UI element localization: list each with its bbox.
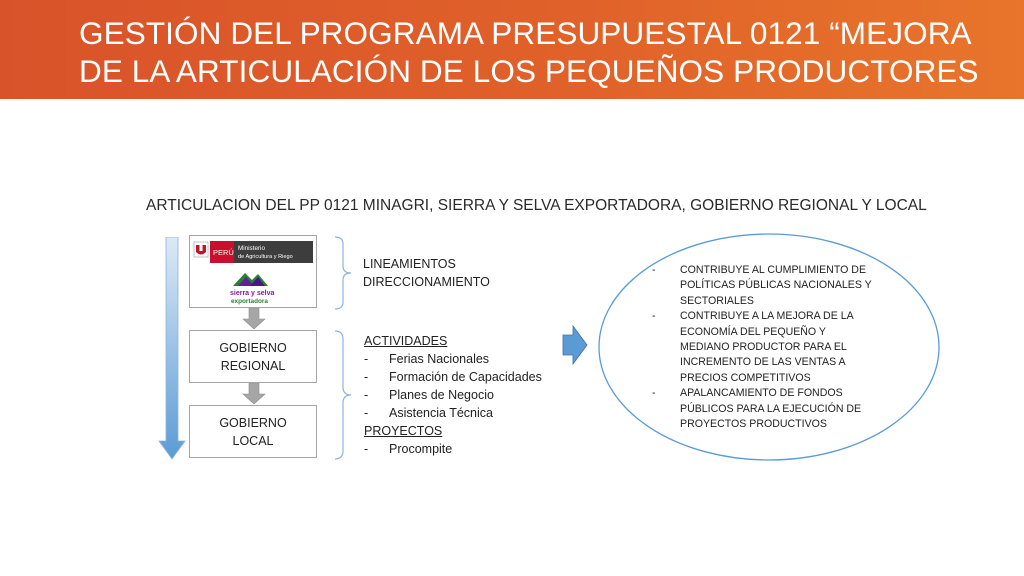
list-item bbox=[364, 350, 542, 368]
list-item bbox=[652, 263, 874, 309]
right-brace-icon bbox=[333, 330, 355, 460]
gobierno-local-line-1: GOBIERNO bbox=[219, 415, 287, 430]
lineamientos-text bbox=[363, 255, 490, 291]
list-item bbox=[652, 309, 874, 386]
gobierno-local-line-2: LOCAL bbox=[232, 433, 274, 448]
list-item bbox=[364, 440, 542, 458]
list-bullet: - bbox=[364, 406, 369, 420]
down-arrow-icon bbox=[242, 383, 266, 405]
down-arrow-icon bbox=[242, 308, 266, 330]
list-bullet: - bbox=[652, 387, 656, 400]
list-item-text: CONTRIBUYE A LA MEJORA DE LA ECONOMÍA DEL PEQUEÑO Y MEDIANO PRODUCTOR PARA EL INCREMENTO DE LAS VENTAS A PRECIOS COMPETITIVOS bbox=[680, 310, 854, 384]
peru-coat-of-arms-icon bbox=[194, 242, 208, 257]
lineamientos-line: LINEAMIENTOS bbox=[363, 257, 456, 271]
list-item-text: Planes de Negocio bbox=[389, 388, 494, 402]
direccionamiento-line: DIRECCIONAMIENTO bbox=[363, 275, 490, 289]
ministry-line-1: Ministerio bbox=[238, 245, 265, 252]
title-banner bbox=[0, 0, 1024, 99]
list-item bbox=[364, 368, 542, 386]
list-bullet: - bbox=[652, 264, 656, 276]
right-brace-icon bbox=[333, 236, 355, 310]
minagri-sierra-selva-logos bbox=[190, 236, 316, 307]
list-item bbox=[364, 386, 542, 404]
list-bullet: - bbox=[364, 370, 369, 384]
sierra-selva-mountain-icon bbox=[233, 273, 268, 286]
list-item-text: Ferias Nacionales bbox=[389, 352, 490, 366]
list-bullet: - bbox=[364, 388, 369, 402]
gobierno-regional-box bbox=[189, 330, 317, 383]
list-bullet: - bbox=[364, 442, 369, 456]
list-item bbox=[652, 386, 874, 432]
sierra-line-1: sierra y selva bbox=[230, 290, 275, 297]
gobierno-local-box bbox=[189, 405, 317, 458]
diagram-subtitle: ARTICULACION DEL PP 0121 MINAGRI, SIERRA Y SELVA EXPORTADORA, GOBIERNO REGIONAL Y LOCAL bbox=[146, 197, 927, 214]
page-title bbox=[79, 14, 1009, 90]
list-item-text: Procompite bbox=[389, 442, 453, 456]
list-item-text: Asistencia Técnica bbox=[389, 406, 493, 420]
list-item-text: Formación de Capacidades bbox=[389, 370, 542, 384]
list-item-text: APALANCAMIENTO DE FONDOS PÚBLICOS PARA LA EJECUCIÓN DE PROYECTOS PRODUCTIVOS bbox=[680, 387, 862, 431]
page-title-line-1: GESTIÓN DEL PROGRAMA PRESUPUESTAL 0121 “MEJORA bbox=[79, 15, 972, 51]
downward-flow-arrow bbox=[158, 237, 186, 461]
gobierno-regional-line-2: REGIONAL bbox=[220, 358, 286, 373]
ministry-line-2: de Agricultura y Riego bbox=[238, 254, 293, 260]
proyectos-heading: PROYECTOS bbox=[364, 424, 443, 438]
contributions-list bbox=[652, 263, 874, 432]
actividades-list bbox=[364, 332, 542, 458]
page-title-line-2: DE LA ARTICULACIÓN DE LOS PEQUEÑOS PRODUCTORES bbox=[79, 53, 979, 89]
peru-tag-text: PERÚ bbox=[213, 248, 234, 257]
gobierno-regional-line-1: GOBIERNO bbox=[219, 340, 287, 355]
actividades-heading: ACTIVIDADES bbox=[364, 334, 448, 348]
list-bullet: - bbox=[364, 352, 369, 366]
list-bullet: - bbox=[652, 310, 656, 323]
sierra-line-2: exportadora bbox=[231, 298, 268, 305]
list-item-text: CONTRIBUYE AL CUMPLIMIENTO DE POLÍTICAS PÚBLICAS NACIONALES Y SECTORIALES bbox=[680, 264, 872, 307]
list-item bbox=[364, 404, 542, 422]
institution-logos-box bbox=[189, 235, 317, 308]
right-arrow-icon bbox=[562, 325, 588, 365]
